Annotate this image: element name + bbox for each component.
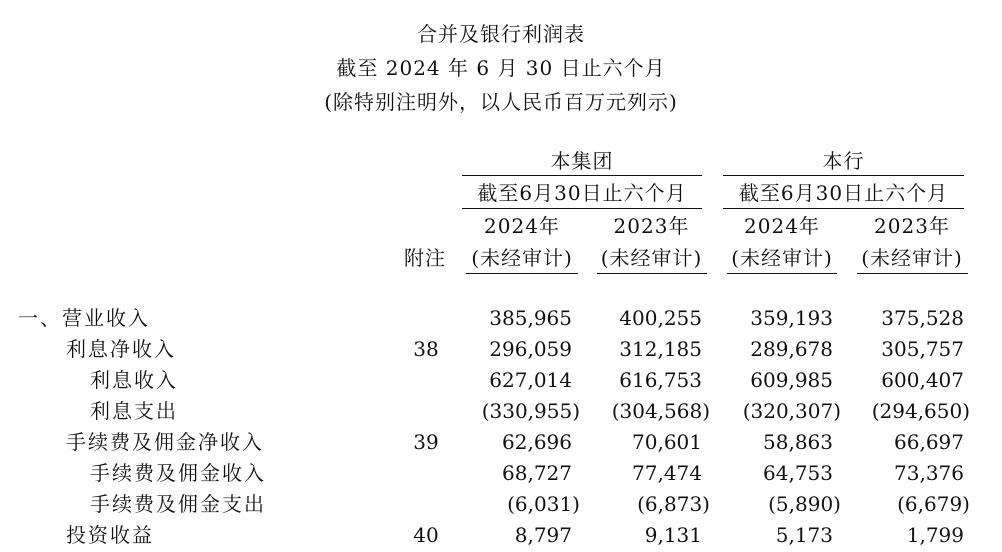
table-row <box>0 396 1002 427</box>
row-value-group-2024: 627,014 <box>489 368 572 392</box>
row-value-bank-2024: 359,193 <box>750 306 833 330</box>
row-value-bank-2024: 58,863 <box>763 430 833 454</box>
col4-year: 2023年 <box>874 214 950 238</box>
row-value-group-2023: 312,185 <box>619 337 702 361</box>
col3-underline <box>727 273 837 274</box>
row-value-bank-2023: 305,757 <box>881 337 964 361</box>
statement-period: 截至 2024 年 6 月 30 日止六个月 <box>336 56 666 80</box>
bank-period-underline <box>723 208 964 209</box>
row-note: 40 <box>413 523 439 547</box>
note-column-header: 附注 <box>404 246 446 270</box>
row-value-group-2023: (6,873) <box>637 492 710 516</box>
row-value-bank-2024: 64,753 <box>763 461 833 485</box>
row-value-bank-2024: (5,890) <box>768 492 841 516</box>
row-value-bank-2023: 1,799 <box>906 523 964 547</box>
row-label: 利息支出 <box>90 399 178 423</box>
col1-year: 2024年 <box>484 214 560 238</box>
group-header-underline <box>462 175 702 176</box>
row-value-bank-2023: 66,697 <box>894 430 964 454</box>
table-row <box>0 520 1002 551</box>
col2-status: (未经审计) <box>600 246 703 270</box>
col4-status: (未经审计) <box>861 246 963 270</box>
row-value-group-2023: 77,474 <box>632 461 702 485</box>
row-value-bank-2023: (294,650) <box>871 399 970 423</box>
col3-year: 2024年 <box>744 214 820 238</box>
bank-header-underline <box>723 175 964 176</box>
row-value-bank-2024: (320,307) <box>742 399 841 423</box>
col4-underline <box>857 273 968 274</box>
row-value-bank-2024: 289,678 <box>750 337 833 361</box>
row-value-bank-2023: 600,407 <box>881 368 964 392</box>
row-value-bank-2024: 5,173 <box>775 523 833 547</box>
row-value-group-2024: 296,059 <box>489 337 572 361</box>
table-row <box>0 458 1002 489</box>
row-label: 手续费及佣金支出 <box>90 492 266 516</box>
bank-period-header: 截至6月30日止六个月 <box>738 181 949 205</box>
group-header: 本集团 <box>550 149 614 173</box>
col1-underline <box>466 273 578 274</box>
row-value-group-2024: (330,955) <box>481 399 580 423</box>
row-label: 一、营业收入 <box>18 306 150 330</box>
row-label: 利息收入 <box>90 368 178 392</box>
bank-header: 本行 <box>822 149 865 173</box>
row-value-group-2023: 70,601 <box>632 430 702 454</box>
table-row <box>0 365 1002 396</box>
row-value-bank-2024: 609,985 <box>750 368 833 392</box>
row-note: 39 <box>413 430 439 454</box>
col1-status: (未经审计) <box>471 246 573 270</box>
row-note: 38 <box>413 337 439 361</box>
row-value-bank-2023: 73,376 <box>894 461 964 485</box>
table-row <box>0 489 1002 520</box>
statement-unit-note: (除特别注明外，以人民币百万元列示) <box>324 90 678 114</box>
row-value-group-2023: 9,131 <box>644 523 702 547</box>
row-value-bank-2023: 375,528 <box>881 306 964 330</box>
row-value-group-2024: 385,965 <box>489 306 572 330</box>
col2-year: 2023年 <box>613 214 690 238</box>
col3-status: (未经审计) <box>731 246 833 270</box>
row-value-group-2024: 68,727 <box>502 461 572 485</box>
row-label: 利息净收入 <box>66 337 176 361</box>
group-period-underline <box>462 208 702 209</box>
row-label: 投资收益 <box>66 523 154 547</box>
row-label: 手续费及佣金收入 <box>90 461 266 485</box>
row-value-group-2023: (304,568) <box>611 399 710 423</box>
group-period-header: 截至6月30日止六个月 <box>477 181 687 205</box>
row-value-group-2024: 62,696 <box>502 430 572 454</box>
row-value-bank-2023: (6,679) <box>897 492 970 516</box>
row-value-group-2024: (6,031) <box>507 492 580 516</box>
table-row <box>0 303 1002 334</box>
statement-title: 合并及银行利润表 <box>417 22 585 46</box>
table-row <box>0 427 1002 458</box>
row-value-group-2023: 616,753 <box>619 368 702 392</box>
row-value-group-2024: 8,797 <box>514 523 572 547</box>
row-value-group-2023: 400,255 <box>619 306 702 330</box>
table-row <box>0 334 1002 365</box>
col2-underline <box>597 273 707 274</box>
row-label: 手续费及佣金净收入 <box>66 430 264 454</box>
